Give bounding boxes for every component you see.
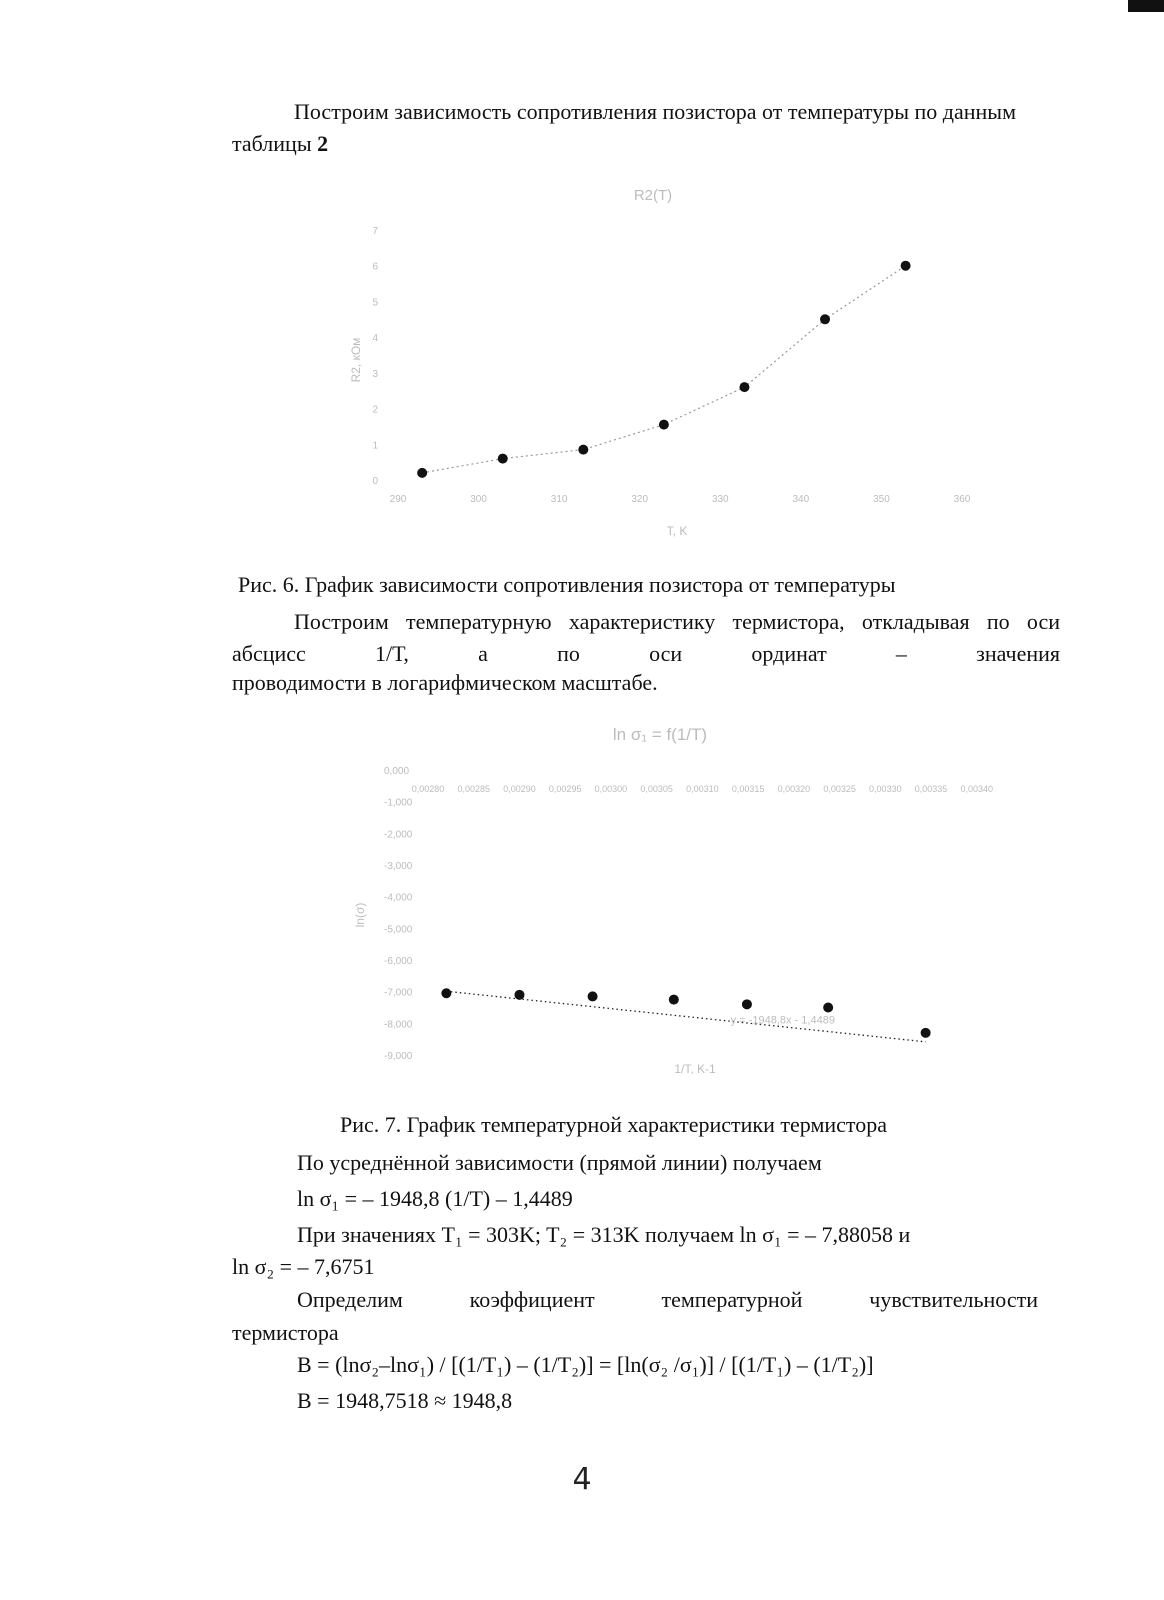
- y-tick-label: 3: [372, 368, 378, 380]
- x-tick-label: 0,00300: [594, 784, 628, 794]
- data-point: [921, 1028, 931, 1038]
- x-tick-label: 310: [550, 494, 568, 505]
- intro-paragraph: [232, 96, 1060, 160]
- y-tick-label: -1,000: [384, 797, 413, 809]
- trendline: [422, 266, 905, 473]
- chart-title: ln σ₁ = f(1/T): [612, 725, 708, 744]
- data-point: [659, 420, 669, 430]
- y-tick-label: 5: [372, 297, 378, 309]
- data-point: [514, 990, 524, 1000]
- y-tick-label: 1: [372, 440, 378, 452]
- y-tick-label: 0,000: [384, 766, 410, 777]
- y-tick-label: -5,000: [384, 924, 413, 936]
- x-axis-label: T, K: [666, 524, 688, 538]
- body-line-2b: ln σ₂ = – 7,6751: [232, 1254, 375, 1279]
- x-tick-label: 0,00325: [823, 784, 856, 794]
- chart-r2-vs-t: [330, 175, 1010, 550]
- data-point: [669, 995, 679, 1005]
- y-tick-label: -2,000: [384, 829, 413, 841]
- x-tick-label: 0,00285: [457, 784, 491, 794]
- x-tick-label: 330: [711, 494, 729, 505]
- data-point: [441, 988, 451, 998]
- x-tick-label: 300: [470, 494, 487, 505]
- chart-title: R2(T): [633, 187, 673, 204]
- figure-6-caption: Рис. 6. График зависимости сопротивления позистора от температуры: [238, 572, 896, 597]
- data-point: [742, 999, 752, 1009]
- trendline-equation: y = -1948,8x - 1,4489: [730, 1014, 835, 1027]
- paragraph-2-line-2: проводимости в логарифмическом масштабе.: [232, 670, 658, 695]
- x-tick-label: 290: [389, 494, 407, 505]
- x-tick-label: 0,00305: [640, 784, 673, 794]
- y-tick-label: -7,000: [384, 987, 413, 999]
- data-point: [417, 468, 427, 478]
- data-point: [588, 991, 598, 1001]
- data-point: [578, 445, 588, 455]
- body-line-3b: термистора: [232, 1320, 339, 1345]
- x-tick-label: 0,00290: [503, 784, 536, 794]
- x-tick-label: 350: [873, 494, 890, 505]
- y-tick-label: -8,000: [384, 1019, 413, 1031]
- x-tick-label: 0,00330: [869, 784, 902, 794]
- formula-ln-sigma: ln σ₁ = – 1948,8 (1/T) – 1,4489: [297, 1186, 573, 1211]
- body-line-3a: Определим коэффициент температурной чувствительности: [297, 1287, 1038, 1312]
- y-tick-label: -3,000: [384, 861, 413, 872]
- figure-7-caption: Рис. 7. График температурной характеристики термистора: [340, 1112, 887, 1137]
- y-axis-label: ln(σ): [353, 902, 367, 928]
- y-tick-label: -4,000: [384, 892, 413, 904]
- scan-corner-mark: [1128, 0, 1164, 12]
- intro-text: Построим зависимость сопротивления позистора от температуры по данным таблицы: [232, 99, 1016, 156]
- y-tick-label: 6: [372, 261, 378, 273]
- x-axis-label: 1/T, K-1: [674, 1062, 716, 1076]
- x-tick-label: 360: [953, 494, 971, 505]
- data-point: [820, 314, 830, 324]
- y-tick-label: 2: [372, 404, 378, 416]
- table-reference: 2: [317, 131, 329, 156]
- x-tick-label: 0,00335: [914, 784, 948, 794]
- y-tick-label: -6,000: [384, 956, 413, 967]
- chart-ln-sigma-vs-inverse-t: [340, 715, 1020, 1090]
- x-tick-label: 0,00310: [686, 784, 719, 794]
- formula-b-definition: B = (lnσ₂–lnσ₁) / [(1/T₁) – (1/T₂)] = [ln(σ₂ /σ₁)] / [(1/T₁) – (1/T₂)]: [297, 1352, 874, 1377]
- y-tick-label: 4: [372, 333, 378, 345]
- body-line-1: По усреднённой зависимости (прямой линии) получаем: [297, 1150, 822, 1175]
- x-tick-label: 0,00320: [777, 784, 811, 794]
- x-tick-label: 0,00315: [731, 784, 765, 794]
- page-number: 4: [572, 1462, 592, 1497]
- x-tick-label: 0,00340: [960, 784, 994, 794]
- data-point: [823, 1003, 833, 1013]
- y-tick-label: -9,000: [384, 1051, 413, 1062]
- x-tick-label: 0,00295: [548, 784, 582, 794]
- x-tick-label: 0,00280: [411, 784, 445, 794]
- data-point: [901, 261, 911, 271]
- paragraph-2-line-1: Построим температурную характеристику термистора, откладывая по оси абсцисс 1/Т, а по оси ординат – значения: [232, 609, 1060, 666]
- x-tick-label: 320: [631, 494, 649, 505]
- y-tick-label: 0: [372, 476, 378, 487]
- formula-b-value: B = 1948,7518 ≈ 1948,8: [297, 1388, 513, 1413]
- data-point: [498, 454, 508, 464]
- data-point: [739, 382, 749, 392]
- x-tick-label: 340: [792, 494, 810, 505]
- body-line-2a: При значениях T₁ = 303K; T₂ = 313K получаем ln σ₁ = – 7,88058 и: [297, 1222, 911, 1247]
- y-tick-label: 7: [372, 226, 378, 237]
- y-axis-label: R2, кОм: [349, 337, 363, 383]
